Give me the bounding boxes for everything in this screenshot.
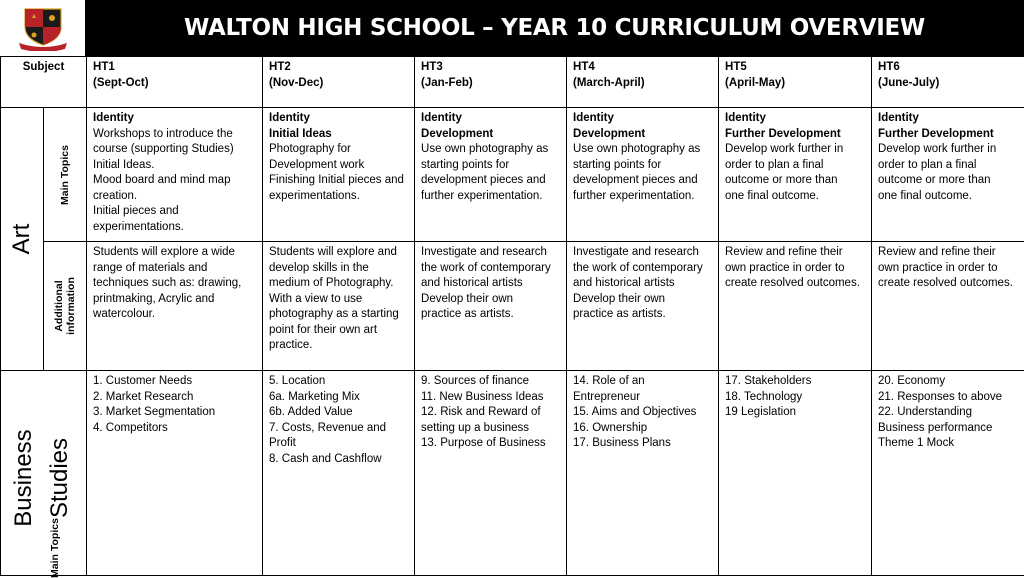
text-line: order to plan a final [725,158,865,174]
text-line: Investigate and research [573,245,712,261]
topic-heading: Identity [269,111,408,127]
text-line: Profit [269,436,408,452]
text-line: Mood board and mind map [93,173,256,189]
art-info-label-cell [44,242,87,371]
business-topic-cell [567,371,719,576]
subject-label-art: Art [9,224,35,255]
text-line: 19 Legislation [725,405,865,421]
text-line: Develop work further in [878,142,1018,158]
term-header: HT6 (June-July) [872,57,1024,108]
text-line: Investigate and research [421,245,560,261]
text-line: create resolved outcomes. [725,276,865,292]
art-subject-cell [1,108,44,371]
text-line: practice as artists. [421,307,560,323]
text-line: Develop work further in [725,142,865,158]
topic-heading: Identity [573,111,712,127]
text-line: 13. Purpose of Business [421,436,560,452]
text-line: printmaking, Acrylic and [93,292,256,308]
text-line: 17. Business Plans [573,436,712,452]
subject-header: Subject [1,57,87,108]
text-line: Business performance [878,421,1018,437]
term-header: HT4 (March-April) [567,57,719,108]
text-line: course (supporting Studies) [93,142,256,158]
text-line: Students will explore and [269,245,408,261]
art-info-row [1,242,1024,371]
art-topic-cell [719,108,872,242]
text-line: 20. Economy [878,374,1018,390]
text-line: order to plan a final [878,158,1018,174]
curriculum-table [0,56,1024,576]
topic-subheading: Further Development [878,127,1018,143]
text-line: watercolour. [93,307,256,323]
text-line: development pieces and [573,173,712,189]
text-line: Use own photography as [421,142,560,158]
topic-subheading: Further Development [725,127,865,143]
text-line: the work of contemporary [421,261,560,277]
art-info-cell [415,242,567,371]
art-topic-cell [87,108,263,242]
text-line: point for their own art [269,323,408,339]
text-line: 1. Customer Needs [93,374,256,390]
text-line: one final outcome. [725,189,865,205]
header-row [1,57,1024,108]
text-line: further experimentation. [573,189,712,205]
school-crest-icon [17,5,69,51]
text-line: 11. New Business Ideas [421,390,560,406]
art-info-cell [87,242,263,371]
text-line: With a view to use [269,292,408,308]
text-line: Photography for [269,142,408,158]
term-header: HT3 (Jan-Feb) [415,57,567,108]
text-line: 4. Competitors [93,421,256,437]
art-topics-label-cell [44,108,87,242]
business-topics-row [1,371,1024,576]
text-line: and historical artists [573,276,712,292]
additional-information-label: Additional information [53,277,77,335]
topic-heading: Identity [725,111,865,127]
art-topic-cell [872,108,1024,242]
art-topic-cell [567,108,719,242]
business-topic-cell [719,371,872,576]
text-line: 12. Risk and Reward of [421,405,560,421]
text-line: starting points for [421,158,560,174]
text-line: outcome or more than [725,173,865,189]
text-line: 15. Aims and Objectives [573,405,712,421]
topic-subheading: Development [573,127,712,143]
topic-subheading: Initial Ideas [269,127,408,143]
art-topics-row [1,108,1024,242]
text-line: photography as a starting [269,307,408,323]
text-line: 5. Location [269,374,408,390]
subject-label-studies: Studies [46,438,74,518]
text-line: Review and refine their [725,245,865,261]
main-topics-label: Main Topics [59,145,71,205]
art-info-cell [872,242,1024,371]
art-info-cell [263,242,415,371]
text-line: Review and refine their [878,245,1018,261]
topic-heading: Identity [93,111,256,127]
text-line: develop skills in the [269,261,408,277]
art-topic-cell [415,108,567,242]
topic-subheading: Development [421,127,560,143]
text-line: 2. Market Research [93,390,256,406]
text-line: Theme 1 Mock [878,436,1018,452]
text-line: medium of Photography. [269,276,408,292]
text-line: Initial Ideas. [93,158,256,174]
business-main-topics-label: Main Topics [49,518,61,578]
text-line: 14. Role of an [573,374,712,390]
text-line: experimentations. [93,220,256,236]
text-line: Development work [269,158,408,174]
text-line: create resolved outcomes. [878,276,1018,292]
text-line: outcome or more than [878,173,1018,189]
text-line: Initial pieces and [93,204,256,220]
business-topic-cell [415,371,567,576]
text-line: 6b. Added Value [269,405,408,421]
text-line: 16. Ownership [573,421,712,437]
business-topic-cell [263,371,415,576]
text-line: 8. Cash and Cashflow [269,452,408,468]
text-line: further experimentation. [421,189,560,205]
term-header: HT1 (Sept-Oct) [87,57,263,108]
text-line: practice. [269,338,408,354]
art-info-cell [719,242,872,371]
text-line: 6a. Marketing Mix [269,390,408,406]
subject-label-business: Business [10,429,38,526]
topic-heading: Identity [878,111,1018,127]
text-line: and historical artists [421,276,560,292]
topic-heading: Identity [421,111,560,127]
text-line: 21. Responses to above [878,390,1018,406]
text-line: Use own photography as [573,142,712,158]
text-line: 9. Sources of finance [421,374,560,390]
text-line: Develop their own [573,292,712,308]
text-line: Develop their own [421,292,560,308]
text-line: development pieces and [421,173,560,189]
text-line: Workshops to introduce the [93,127,256,143]
text-line: practice as artists. [573,307,712,323]
text-line: 17. Stakeholders [725,374,865,390]
text-line: starting points for [573,158,712,174]
text-line: Finishing Initial pieces and [269,173,408,189]
text-line: the work of contemporary [573,261,712,277]
text-line: 3. Market Segmentation [93,405,256,421]
business-topic-cell [87,371,263,576]
text-line: range of materials and [93,261,256,277]
text-line: 22. Understanding [878,405,1018,421]
text-line: experimentations. [269,189,408,205]
school-logo [0,0,85,56]
text-line: Entrepreneur [573,390,712,406]
text-line: one final outcome. [878,189,1018,205]
text-line: own practice in order to [878,261,1018,277]
page-title: WALTON HIGH SCHOOL – YEAR 10 CURRICULUM OVERVIEW [85,0,1024,56]
term-header: HT5 (April-May) [719,57,872,108]
text-line: own practice in order to [725,261,865,277]
term-header: HT2 (Nov-Dec) [263,57,415,108]
art-info-cell [567,242,719,371]
text-line: 18. Technology [725,390,865,406]
text-line: setting up a business [421,421,560,437]
text-line: 7. Costs, Revenue and [269,421,408,437]
text-line: techniques such as: drawing, [93,276,256,292]
text-line: Students will explore a wide [93,245,256,261]
art-topic-cell [263,108,415,242]
text-line: creation. [93,189,256,205]
business-topic-cell [872,371,1024,576]
